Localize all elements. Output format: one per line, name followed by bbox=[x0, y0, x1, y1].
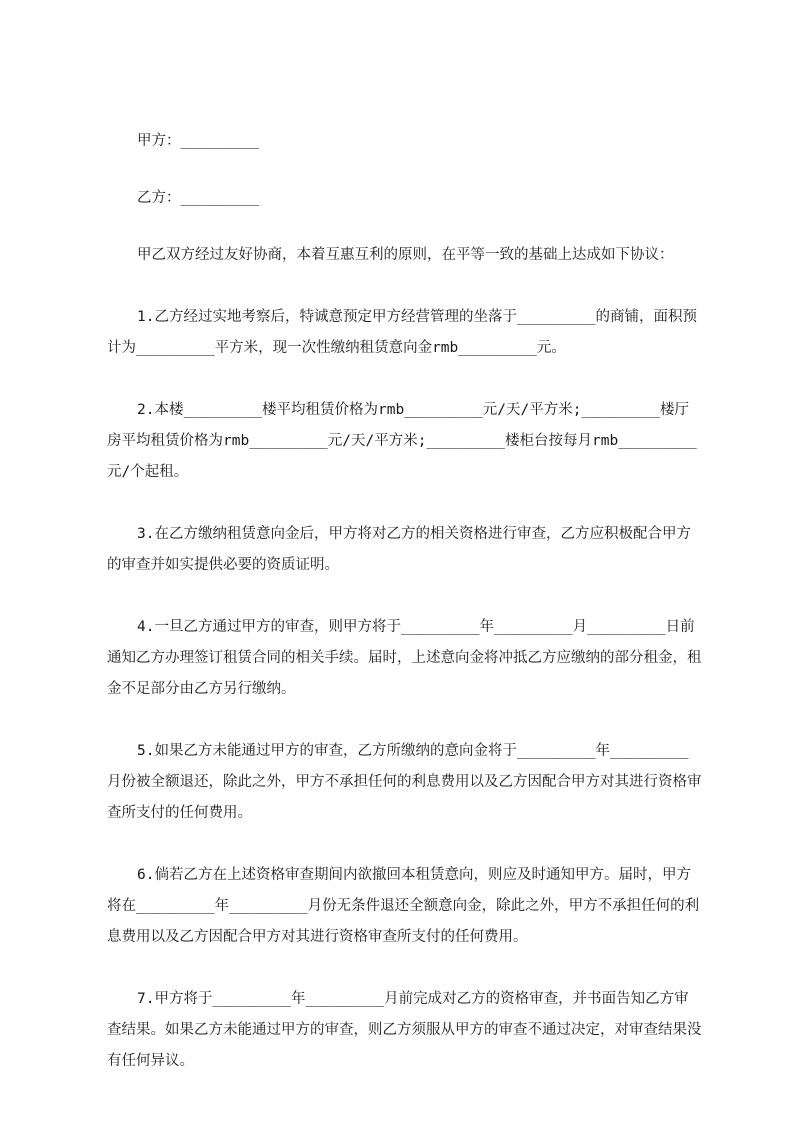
intro-paragraph: 甲乙双方经过友好协商，本着互惠互利的原则，在平等一致的基础上达成如下协议： bbox=[137, 247, 674, 263]
clause-4: 4.一旦乙方通过甲方的审查，则甲方将于_________年_________月_________日前通知乙方办理签订租赁合同的相关手续。届时，上述意向金将冲抵乙方应缴纳的部分租金，租金不足部分由乙方另行缴纳。 bbox=[107, 619, 702, 697]
party-b-line: 乙方：_________ bbox=[137, 190, 260, 206]
clause-5: 5.如果乙方未能通过甲方的审查，乙方所缴纳的意向金将于_________年_________月份被全额退还，除此之外，甲方不承担任何的利息费用以及乙方因配合甲方对其进行资格审查所支付的任何费用。 bbox=[107, 743, 702, 821]
clause-3: 3.在乙方缴纳租赁意向金后，甲方将对乙方的相关资格进行审查，乙方应积极配合甲方的审查并如实提供必要的资质证明。 bbox=[107, 526, 691, 573]
party-a-line: 甲方：_________ bbox=[137, 133, 260, 149]
clause-6: 6.倘若乙方在上述资格审查期间内欲撤回本租赁意向，则应及时通知甲方。届时，甲方将在_________年_________月份无条件退还全额意向金，除此之外，甲方不承担任何的利息费用以及乙方因配合甲方对其进行资格审查所支付的任何费用。 bbox=[107, 867, 700, 945]
clause-1: 1.乙方经过实地考察后，特诚意预定甲方经营管理的坐落于_________的商铺，面积预计为_________平方米，现一次性缴纳租赁意向金rmb_________元。 bbox=[107, 309, 698, 356]
clause-2: 2.本楼_________楼平均租赁价格为rmb_________元/天/平方米;_________楼厅房平均租赁价格为rmb_________元/天/平方米;_________楼柜台按每月rmb_________元/个起租。 bbox=[107, 402, 697, 480]
clause-7: 7.甲方将于_________年_________月前完成对乙方的资格审查，并书面告知乙方审查结果。如果乙方未能通过甲方的审查，则乙方须服从甲方的审查不通过决定，对审查结果没有任何异议。 bbox=[107, 991, 702, 1069]
document-body bbox=[107, 126, 703, 1108]
